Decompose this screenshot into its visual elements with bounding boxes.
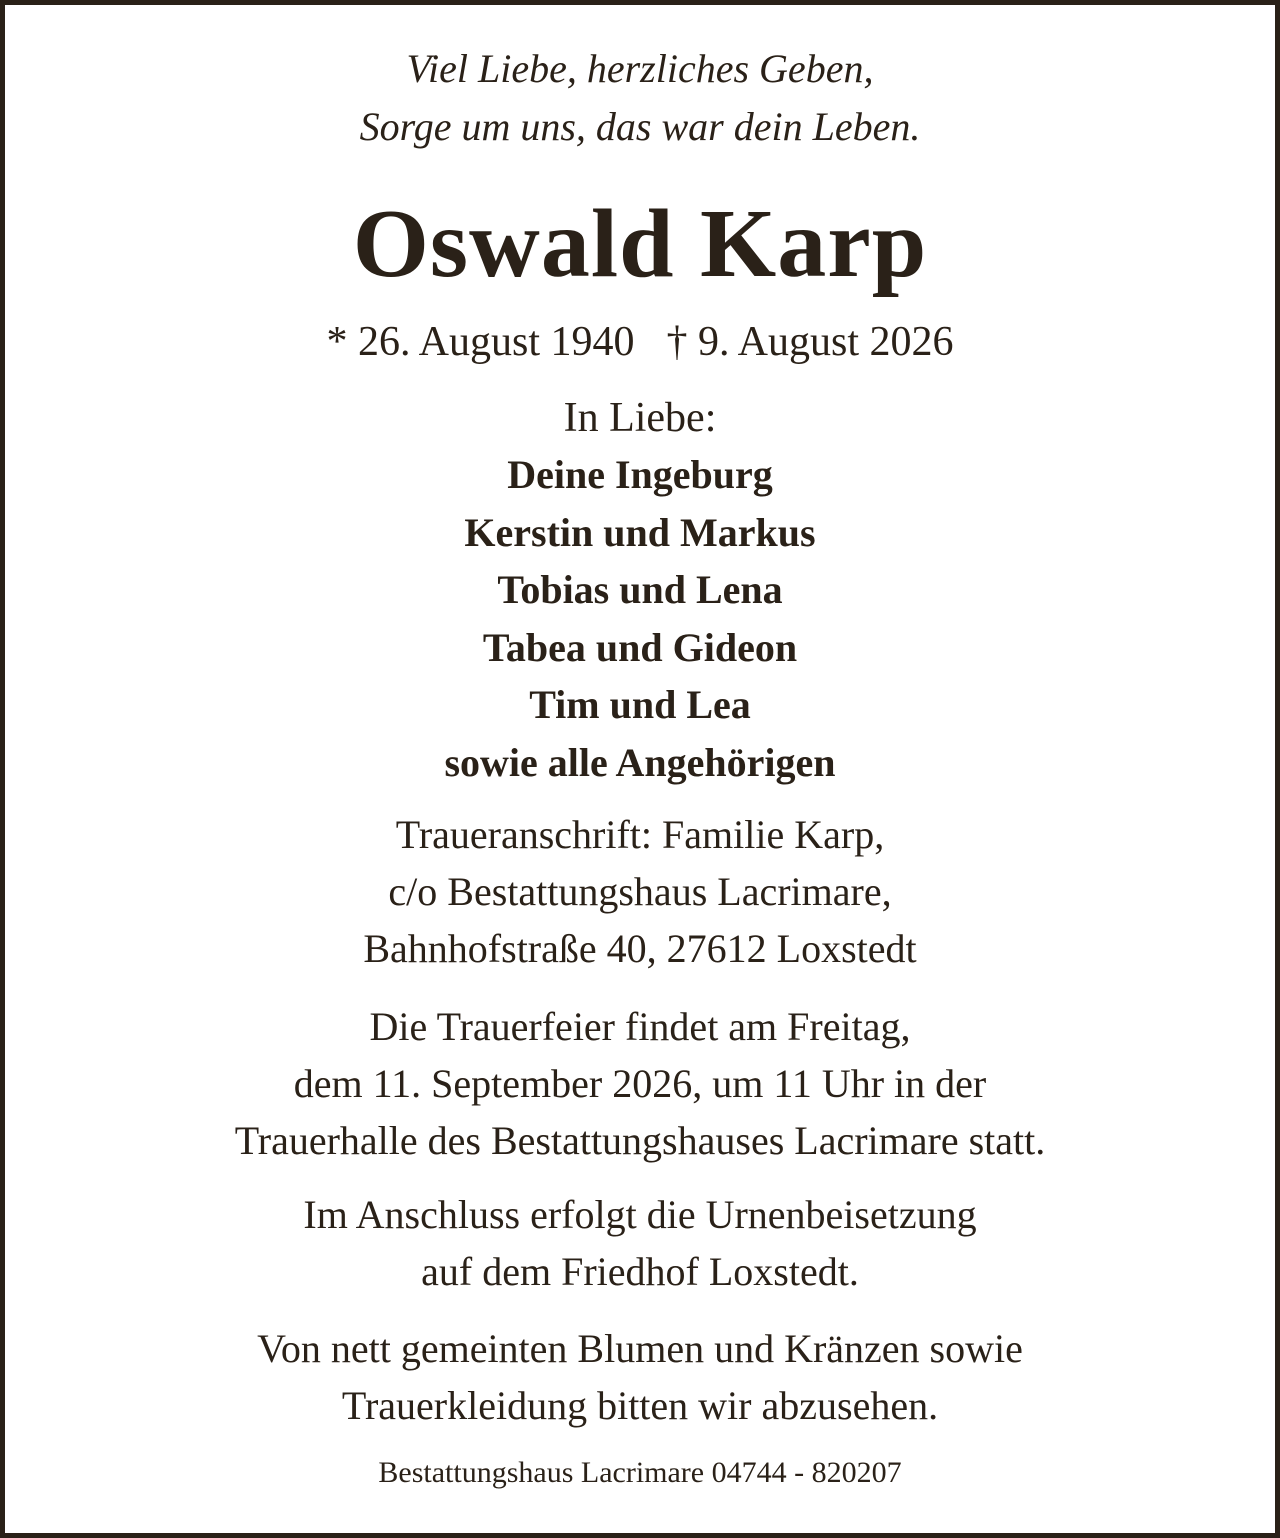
flowers-request [5,1320,1275,1434]
family-member: sowie alle Angehörigen [444,739,836,785]
flowers-line: Von nett gemeinten Blumen und Kränzen sowie [257,1326,1023,1371]
in-love-heading: In Liebe: [563,395,717,441]
family-list [5,446,1275,792]
family-member: Tobias und Lena [497,567,783,613]
death-date: † 9. August 2026 [666,319,954,365]
urn-burial [5,1186,1275,1300]
motto-line: Viel Liebe, herzliches Geben, [406,46,874,91]
address-line: Traueranschrift: Familie Karp, [395,812,885,857]
funeral-ceremony [5,998,1275,1169]
family-member: Deine Ingeburg [507,452,773,497]
life-dates [5,314,1275,370]
deceased-name: Oswald Karp [352,190,928,298]
funeral-home-contact: Bestattungshaus Lacrimare 04744 - 820207 [378,1456,902,1489]
mourning-address [5,806,1275,977]
flowers-line: Trauerkleidung bitten wir abzusehen. [341,1383,939,1428]
family-member: Tim und Lea [529,682,751,728]
birth-date: * 26. August 1940 [326,319,635,365]
motto-line: Sorge um uns, das war dein Leben. [359,104,921,149]
ceremony-line: Trauerhalle des Bestattungshauses Lacrimare statt. [234,1118,1046,1163]
family-member: Kerstin und Markus [464,509,816,555]
family-member: Tabea und Gideon [482,624,798,670]
address-line: c/o Bestattungshaus Lacrimare, [388,869,892,914]
burial-line: Im Anschluss erfolgt die Urnenbeisetzung [303,1192,977,1237]
ceremony-line: dem 11. September 2026, um 11 Uhr in der [293,1061,987,1106]
motto-verse [5,40,1275,156]
address-line: Bahnhofstraße 40, 27612 Loxstedt [363,926,917,971]
burial-line: auf dem Friedhof Loxstedt. [421,1249,859,1294]
ceremony-line: Die Trauerfeier findet am Freitag, [369,1004,911,1049]
